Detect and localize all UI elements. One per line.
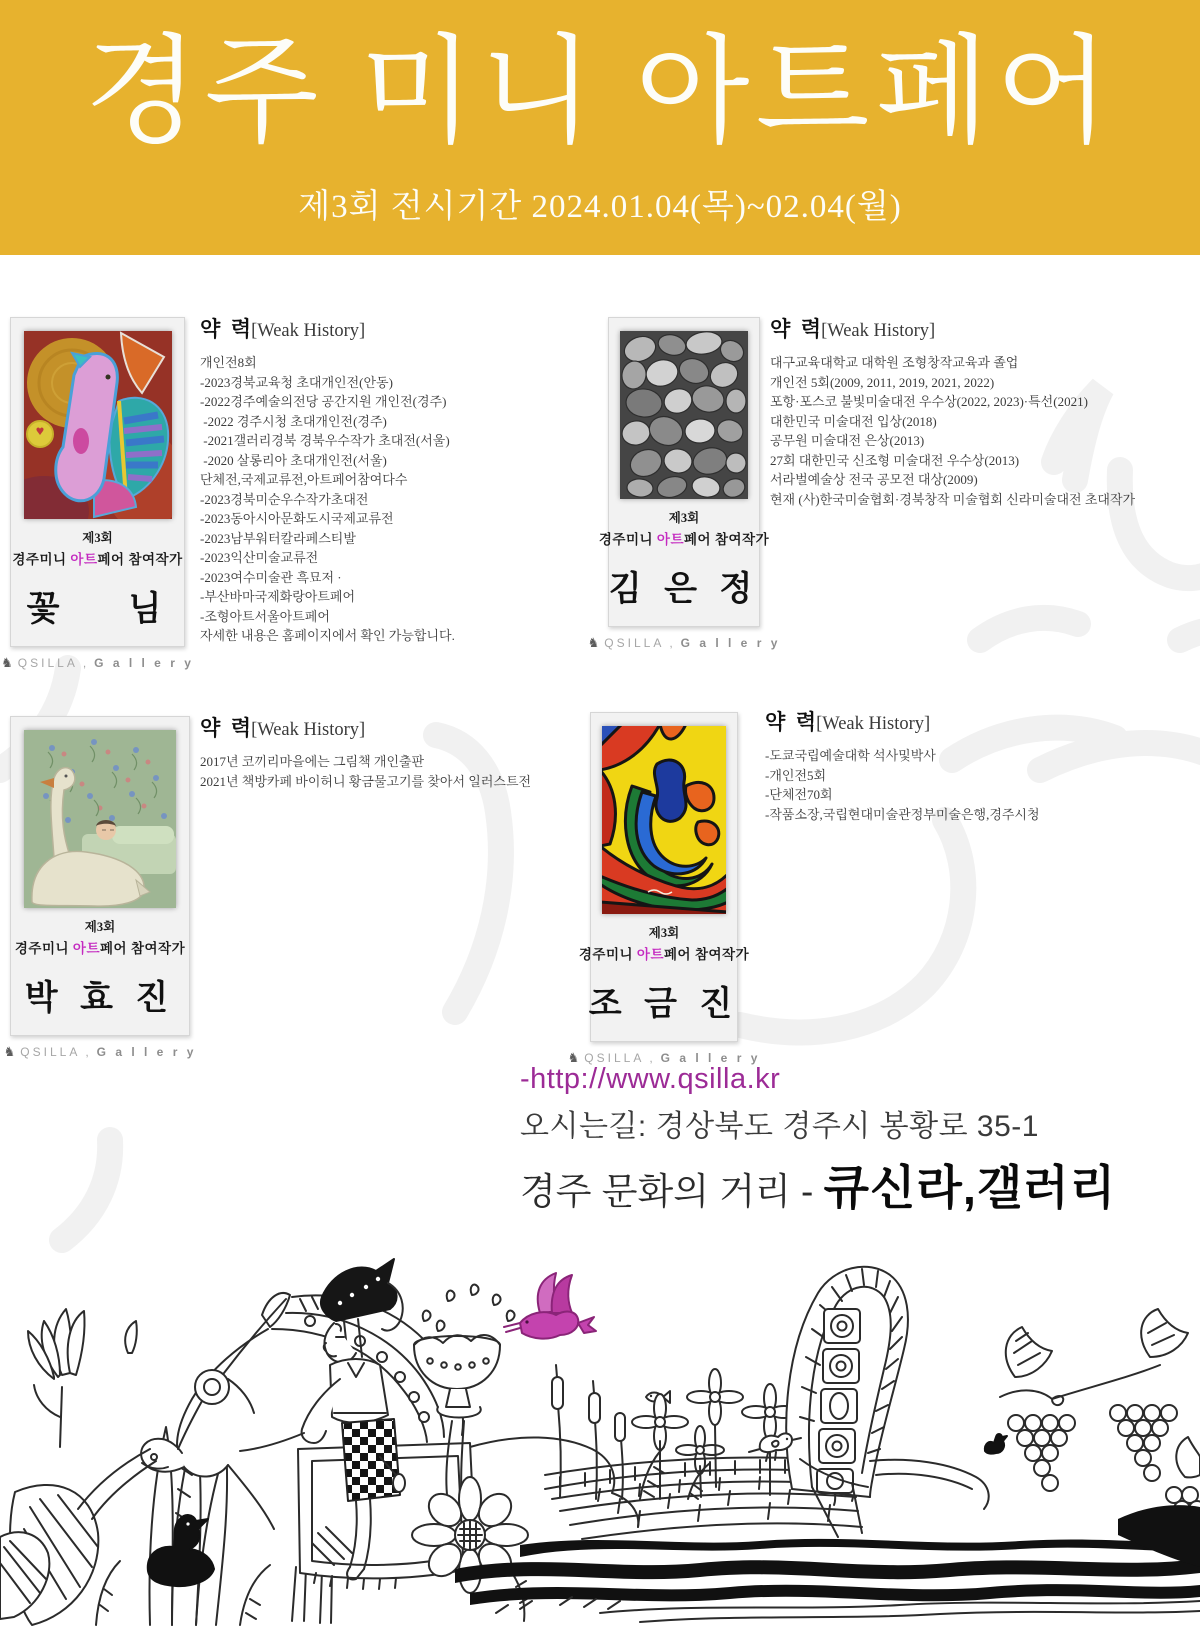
bio-lines — [200, 353, 455, 646]
daisy — [687, 1369, 743, 1425]
gallery-text: G a l l e r y — [96, 1045, 197, 1059]
bio-lines — [765, 746, 1085, 824]
bio-kimeunjeong — [770, 313, 1136, 509]
caption-accent: 아트 — [636, 947, 665, 962]
artist-section-kkochnim — [1, 317, 194, 671]
bio-line: -2023익산미술교류전 — [200, 550, 319, 565]
bio-jogeumjin — [765, 706, 1085, 824]
bio-heading-en: [Weak History] — [821, 321, 936, 341]
bio-line: -2023동아시아문화도시국제교류전 — [200, 511, 394, 526]
bio-line: -2023여수미술관 흑묘저 · — [200, 569, 342, 585]
bio-line: 자세한 내용은 홈페이지에서 확인 가능합니다. — [200, 628, 455, 643]
artist-name: 박 효 진 — [24, 980, 176, 1017]
qsilla-horse-icon: ♞ — [587, 635, 600, 650]
gallery-logo — [588, 635, 781, 651]
bio-heading-ko: 약 력 — [770, 317, 822, 341]
bio-line: -도쿄국립예술대학 석사및박사 — [765, 748, 936, 763]
artwork-pink-whale-painting — [24, 331, 172, 519]
magenta-bird — [504, 1273, 596, 1339]
bio-line: -2021갤러리경북 경북우수작가 초대전(서울) — [200, 433, 450, 448]
bio-line: 대한민국 미술대전 입상(2018) — [770, 413, 937, 429]
card-round-label: 제3회 — [82, 531, 113, 545]
artwork-abstract-color-painting — [602, 726, 726, 914]
qsilla-text: QSILLA — [584, 1051, 645, 1065]
card-round-label: 제3회 — [668, 511, 700, 525]
bio-line: 포항·포스코 불빛미술대전 우수상(2022, 2023)·특선(2021) — [770, 394, 1088, 409]
qsilla-sep: , — [649, 1051, 656, 1065]
card-caption — [599, 528, 769, 548]
card-caption — [579, 943, 749, 963]
gallery-address: 오시는길: 경상북도 경주시 봉황로 35-1 — [520, 1110, 1039, 1143]
card-caption — [15, 937, 185, 957]
artist-section-kimeunjeong — [587, 317, 781, 651]
bio-line: 2021년 책방카페 바이허니 황금물고기를 찾아서 일러스트전 — [200, 773, 532, 789]
bio-line: 공무원 미술대전 은상(2013) — [770, 433, 925, 448]
bio-line: -2022경주예술의전당 공간지원 개인전(경주) — [200, 394, 447, 409]
bio-line: -2023남부워터칼라페스티발 — [200, 530, 356, 546]
bio-heading-ko: 약 력 — [200, 716, 252, 740]
card-round-label: 제3회 — [648, 926, 680, 940]
gallery-logo — [4, 1044, 197, 1060]
caption-accent: 아트 — [70, 552, 98, 567]
bio-line: -단체전70회 — [765, 787, 833, 802]
artwork-pebbles-drawing — [620, 331, 748, 499]
qsilla-horse-icon: ♞ — [3, 1044, 16, 1059]
gallery-url: -http://www.qsilla.kr — [520, 1063, 781, 1095]
artist-name: 꽃 님 — [26, 591, 169, 628]
bio-line: 개인전 5회(2009, 2011, 2019, 2021, 2022) — [770, 374, 995, 390]
card-round-label: 제3회 — [84, 920, 116, 934]
bio-line: -2022 경주시청 초대개인전(경주) — [200, 413, 387, 429]
bio-line: 27회 대한민국 신조형 미술대전 우수상(2013) — [770, 452, 1020, 468]
bio-parkhyojin — [200, 712, 532, 791]
bio-line: 개인전8회 — [200, 355, 257, 370]
artwork-swan-and-child-painting — [24, 730, 176, 908]
qsilla-text: QSILLA — [604, 636, 665, 650]
bio-heading — [200, 712, 500, 742]
artist-card — [598, 317, 770, 627]
bio-line: -2023경북미순우수작가초대전 — [200, 491, 369, 507]
caption-post: 페어 참여작가 — [97, 552, 183, 567]
artist-card — [10, 317, 185, 647]
grapes — [985, 1309, 1200, 1531]
qsilla-sep: , — [669, 636, 676, 650]
bio-heading — [200, 313, 385, 343]
caption-post: 페어 참여작가 — [684, 532, 770, 547]
artist-name: 조 금 진 — [588, 986, 740, 1023]
bio-line: -개인전5회 — [765, 767, 827, 783]
artist-section-parkhyojin — [3, 716, 197, 1060]
bio-kkochnim — [200, 313, 455, 646]
qsilla-sep: , — [82, 656, 90, 670]
bio-line: 대구교육대학교 대학원 조형창작교육과 졸업 — [770, 355, 1019, 370]
bio-heading-ko: 약 력 — [200, 317, 252, 341]
bio-line: -작품소장,국립현대미술관정부미술은행,경주시청 — [765, 806, 1040, 822]
bio-heading — [770, 313, 1070, 343]
bio-line: 단체전,국제교류전,아트페어참여다수 — [200, 472, 408, 487]
street-prefix: 경주 문화의 거리 - — [520, 1171, 824, 1212]
header-banner — [0, 0, 1200, 255]
poster-title: 경주 미니 아트페어 — [84, 27, 1116, 158]
bio-heading — [765, 706, 1085, 736]
footer-info — [520, 1063, 1116, 1218]
qsilla-text: QSILLA — [20, 1045, 81, 1059]
card-caption — [12, 548, 182, 568]
qsilla-sep: , — [85, 1045, 92, 1059]
qsilla-horse-icon: ♞ — [567, 1050, 580, 1065]
gallery-text: G a l l e r y — [680, 636, 781, 650]
gallery-logo — [1, 655, 194, 671]
caption-post: 페어 참여작가 — [664, 947, 750, 962]
caption-post: 페어 참여작가 — [100, 941, 186, 956]
silla-scene-illustration — [0, 1237, 1200, 1627]
bio-lines — [770, 353, 1136, 509]
bio-line: 현재 (사)한국미술협회·경북창작 미술협회 신라미술대전 초대작가 — [770, 491, 1136, 507]
gallery-name: 큐신라,갤러리 — [823, 1161, 1117, 1214]
bio-line: 서라벌예술상 전국 공모전 대상(2009) — [770, 472, 978, 487]
bio-line: -부산바마국제화랑아트페어 — [200, 589, 356, 604]
caption-pre: 경주미니 — [14, 941, 73, 956]
bio-lines — [200, 752, 532, 791]
bio-heading-en: [Weak History] — [251, 321, 366, 341]
gallery-street-line — [520, 1151, 1116, 1218]
bio-heading-en: [Weak History] — [816, 714, 931, 734]
bio-line: -2023경북교육청 초대개인전(안동) — [200, 374, 393, 390]
artist-name: 김 은 정 — [608, 571, 760, 608]
caption-pre: 경주미니 — [598, 532, 657, 547]
caption-accent: 아트 — [72, 941, 100, 956]
artist-card — [10, 716, 190, 1036]
caption-accent: 아트 — [656, 532, 685, 547]
caption-pre: 경주미니 — [578, 947, 637, 962]
caption-pre: 경주미니 — [12, 552, 71, 567]
artist-section-jogeumjin — [567, 712, 761, 1066]
bio-heading-en: [Weak History] — [251, 720, 366, 740]
bio-line: 2017년 코끼리마을에는 그림책 개인출판 — [200, 754, 425, 769]
bio-line: -조형아트서울아트페어 — [200, 608, 330, 624]
gallery-text: G a l l e r y — [94, 656, 194, 670]
bio-line: -2020 살롱리아 초대개인전(서울) — [200, 452, 387, 468]
artist-card — [578, 712, 750, 1042]
qsilla-horse-icon: ♞ — [1, 655, 13, 670]
qsilla-text: QSILLA — [17, 656, 78, 670]
gallery-text: G a l l e r y — [660, 1051, 761, 1065]
bio-heading-ko: 약 력 — [765, 710, 817, 734]
poster-subtitle: 제3회 전시기간 2024.01.04(목)~02.04(월) — [298, 189, 902, 225]
